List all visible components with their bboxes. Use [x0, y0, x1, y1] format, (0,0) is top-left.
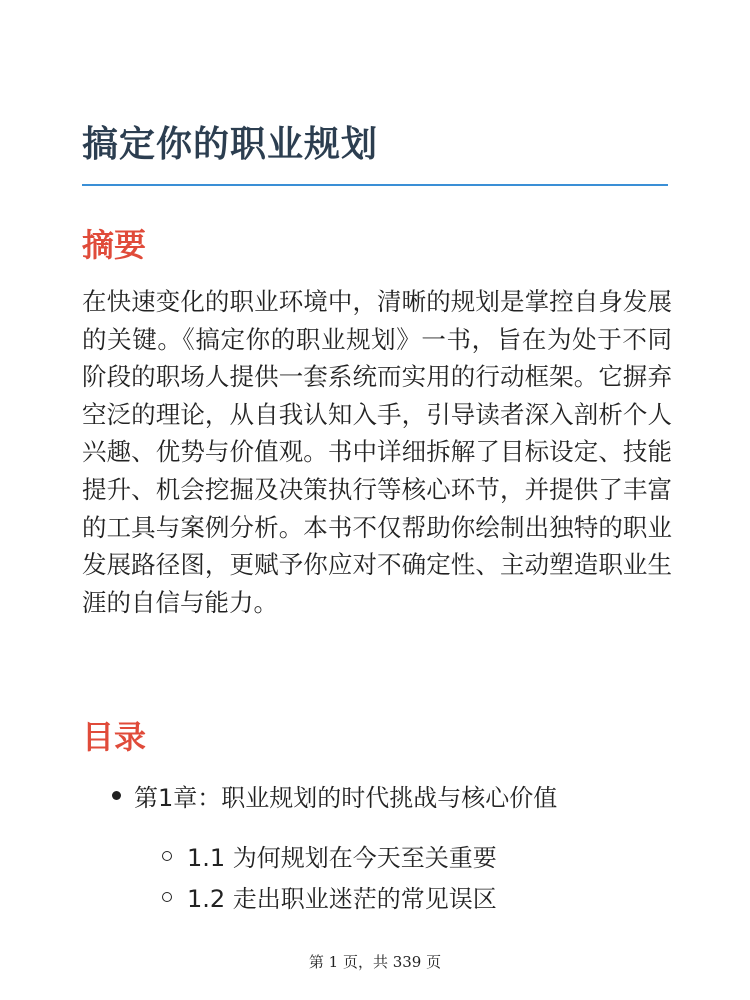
bullet-disc-icon [112, 791, 121, 800]
toc-subitem-label: 1.2 走出职业迷茫的常见误区 [187, 885, 497, 913]
abstract-paragraph: 在快速变化的职业环境中，清晰的规划是掌控自身发展的关键。《搞定你的职业规划》一书，旨在为处于不同阶段的职场人提供一套系统而实用的行动框架。它摒弃空泛的理论，从自我认知入手，引导读者深入剖析个人兴趣、优势与价值观。书中详细拆解了目标设定、技能提升、机会挖掘及决策执行等核心环节，并提供了丰富的工具与案例分析。本书不仅帮助你绘制出独特的职业发展路径图，更赋予你应对不确定性、主动塑造职业生涯的自信与能力。 [82, 287, 672, 617]
title-divider [82, 184, 668, 186]
abstract-heading: 摘要 [82, 226, 147, 264]
toc-subitem-label: 1.1 为何规划在今天至关重要 [187, 844, 497, 872]
page-title: 搞定你的职业规划 [82, 124, 379, 165]
toc-subitem-1-1[interactable] [162, 838, 497, 873]
page-footer: 第 1 页，共 339 页 [308, 953, 442, 971]
bullet-circle-icon [162, 851, 172, 861]
toc-subitem-1-2[interactable] [162, 879, 497, 914]
toc-item-chapter-1[interactable] [112, 778, 557, 813]
bullet-circle-icon [162, 892, 172, 902]
toc-heading: 目录 [82, 718, 147, 756]
toc-item-label: 第1章：职业规划的时代挑战与核心价值 [134, 784, 558, 812]
